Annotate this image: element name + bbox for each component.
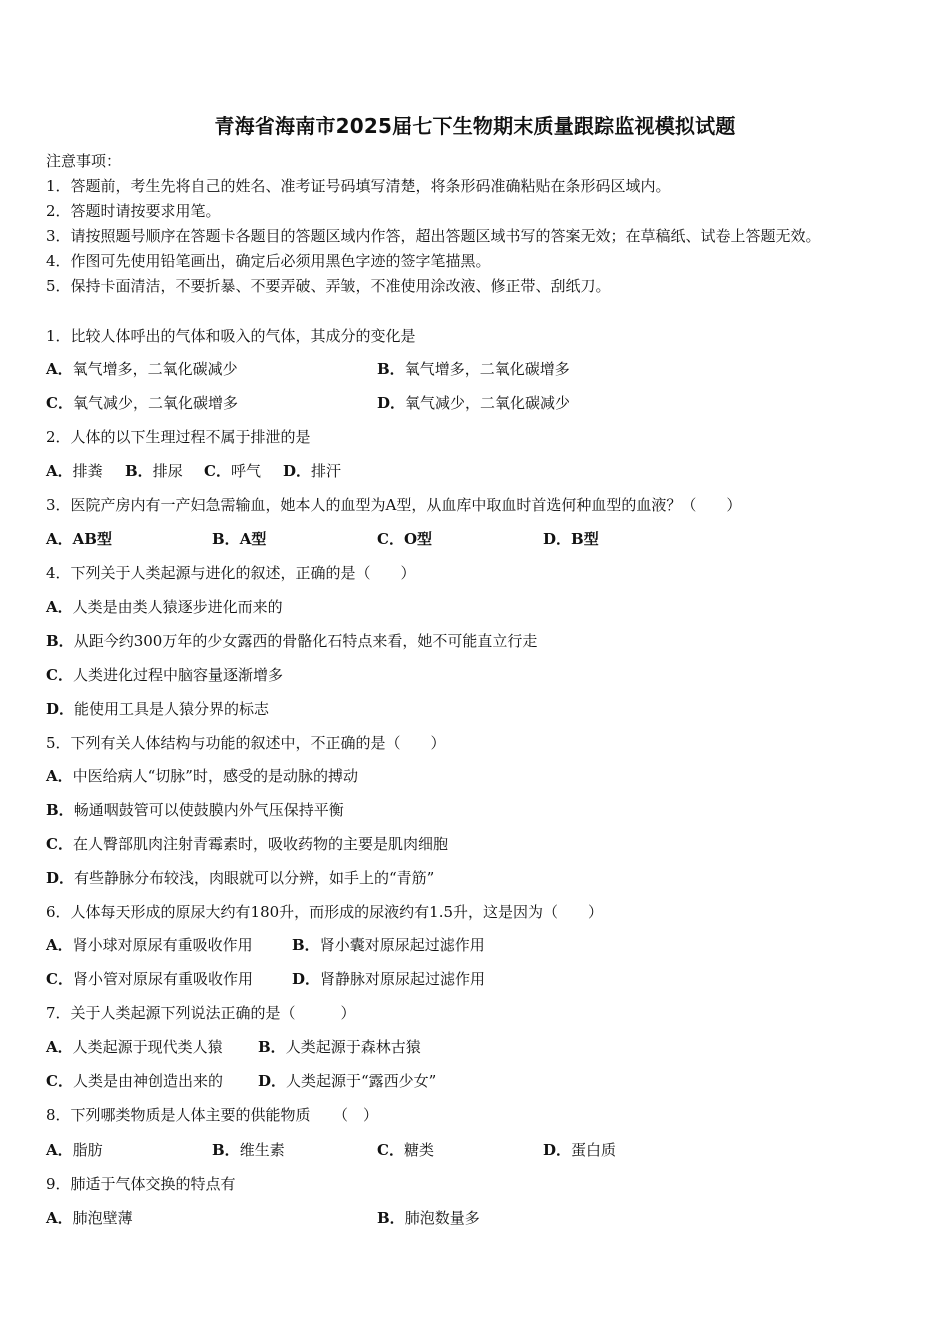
question-2-option-c xyxy=(204,461,261,481)
option-label: B． xyxy=(46,632,74,650)
notice-item: 5．保持卡面清洁，不要折暴、不要弄破、弄皱，不准使用涂改液、修正带、刮纸刀。 xyxy=(46,277,611,295)
option-text: 排汗 xyxy=(311,462,342,480)
option-text: 糖类 xyxy=(403,1141,434,1159)
option-label: C． xyxy=(46,1072,73,1090)
option-text: 在人臀部肌肉注射青霉素时，吸收药物的主要是肌肉细胞 xyxy=(72,835,448,853)
option-text: 肺泡壁薄 xyxy=(72,1209,133,1227)
option-label: D． xyxy=(46,700,75,718)
option-text: 中医给病人“切脉”时，感受的是动脉的搏动 xyxy=(72,767,358,785)
option-text: 氧气减少，二氧化碳减少 xyxy=(405,394,571,412)
notice-header: 注意事项： xyxy=(46,152,122,170)
option-label: D． xyxy=(377,394,406,412)
question-6-stem: 6．人体每天形成的原尿大约有180升，而形成的尿液约有1.5升，这是因为（ ） xyxy=(46,903,604,921)
page-title: 青海省海南市2025届七下生物期末质量跟踪监视模拟试题 xyxy=(214,114,736,138)
option-text: 肾小球对原尿有重吸收作用 xyxy=(72,936,253,954)
notice-item: 3．请按照题号顺序在答题卡各题目的答题区域内作答，超出答题区域书写的答案无效；在草稿纸、试卷上答题无效。 xyxy=(46,227,821,245)
notice-item: 4．作图可先使用铅笔画出，确定后必须用黑色字迹的签字笔描黑。 xyxy=(46,252,491,270)
option-label: C． xyxy=(46,835,73,853)
question-4-option-a xyxy=(46,597,283,617)
option-text: 氧气增多，二氧化碳增多 xyxy=(404,360,570,378)
notice-item: 2．答题时请按要求用笔。 xyxy=(46,202,221,220)
option-label: D． xyxy=(283,462,312,480)
option-text: 肺泡数量多 xyxy=(404,1209,480,1227)
option-label: B． xyxy=(212,530,240,548)
option-text: 人类起源于“露西少女” xyxy=(286,1072,437,1090)
option-label: A． xyxy=(46,1209,73,1227)
question-8-option-b xyxy=(212,1140,285,1160)
option-label: D． xyxy=(543,530,572,548)
option-label: C． xyxy=(377,530,404,548)
option-label: B． xyxy=(377,1209,405,1227)
question-5-option-b xyxy=(46,800,344,820)
question-7-option-b xyxy=(258,1037,421,1057)
question-3-option-c xyxy=(377,529,432,549)
question-3-option-a xyxy=(46,529,112,549)
question-6-option-c xyxy=(46,969,253,989)
option-text: AB型 xyxy=(72,530,112,548)
question-4-option-d xyxy=(46,699,269,719)
question-4-option-b xyxy=(46,631,537,651)
option-label: B． xyxy=(292,936,320,954)
option-label: D． xyxy=(258,1072,287,1090)
question-5-option-d xyxy=(46,868,434,888)
option-label: B． xyxy=(377,360,405,378)
question-9-option-b xyxy=(377,1208,480,1228)
option-text: 肾小囊对原尿起过滤作用 xyxy=(319,936,485,954)
question-7-option-c xyxy=(46,1071,223,1091)
option-text: 有些静脉分布较浅，肉眼就可以分辨，如手上的“青筋” xyxy=(74,869,435,887)
question-2-option-a xyxy=(46,461,103,481)
option-label: C． xyxy=(46,970,73,988)
option-label: A． xyxy=(46,767,73,785)
option-text: 畅通咽鼓管可以使鼓膜内外气压保持平衡 xyxy=(73,801,344,819)
question-8-stem: 8．下列哪类物质是人体主要的供能物质 （ ） xyxy=(46,1106,379,1124)
question-6-option-a xyxy=(46,935,253,955)
option-label: B． xyxy=(125,462,153,480)
option-text: 排尿 xyxy=(152,462,183,480)
question-1-option-b xyxy=(377,359,570,379)
option-label: C． xyxy=(46,394,73,412)
question-3-option-b xyxy=(212,529,266,549)
option-label: D． xyxy=(292,970,321,988)
option-label: A． xyxy=(46,598,73,616)
question-5-option-c xyxy=(46,834,448,854)
option-text: 氧气增多，二氧化碳减少 xyxy=(72,360,238,378)
question-4-option-c xyxy=(46,665,283,685)
question-7-stem: 7．关于人类起源下列说法正确的是（ ） xyxy=(46,1004,356,1022)
option-label: C． xyxy=(46,666,73,684)
option-label: B． xyxy=(46,801,74,819)
question-1-option-a xyxy=(46,359,238,379)
option-label: B． xyxy=(258,1038,286,1056)
question-1-stem: 1．比较人体呼出的气体和吸入的气体，其成分的变化是 xyxy=(46,327,416,345)
question-1-option-d xyxy=(377,393,570,413)
question-1-option-c xyxy=(46,393,238,413)
option-label: B． xyxy=(212,1141,240,1159)
question-5-option-a xyxy=(46,766,358,786)
question-2-option-b xyxy=(125,461,183,481)
option-label: C． xyxy=(204,462,231,480)
option-text: 肾小管对原尿有重吸收作用 xyxy=(72,970,253,988)
option-text: 人类起源于森林古猿 xyxy=(285,1038,421,1056)
question-8-option-a xyxy=(46,1140,103,1160)
question-6-option-d xyxy=(292,969,485,989)
option-text: 能使用工具是人猿分界的标志 xyxy=(74,700,270,718)
option-text: 人类是由类人猿逐步进化而来的 xyxy=(72,598,283,616)
question-7-option-d xyxy=(258,1071,436,1091)
option-text: 肾静脉对原尿起过滤作用 xyxy=(320,970,486,988)
question-4-stem: 4．下列关于人类起源与进化的叙述，正确的是（ ） xyxy=(46,564,416,582)
question-3-stem: 3．医院产房内有一产妇急需输血，她本人的血型为A型，从血库中取血时首选何种血型的血液？（ ） xyxy=(46,496,742,514)
option-label: D． xyxy=(46,869,75,887)
option-label: A． xyxy=(46,936,73,954)
option-label: A． xyxy=(46,1141,73,1159)
question-9-option-a xyxy=(46,1208,133,1228)
option-text: 氧气减少，二氧化碳增多 xyxy=(72,394,238,412)
question-6-option-b xyxy=(292,935,485,955)
option-text: 蛋白质 xyxy=(571,1141,617,1159)
question-8-option-c xyxy=(377,1140,434,1160)
option-label: A． xyxy=(46,462,73,480)
option-label: D． xyxy=(543,1141,572,1159)
option-text: 人类起源于现代类人猿 xyxy=(72,1038,223,1056)
option-text: 人类是由神创造出来的 xyxy=(72,1072,223,1090)
question-3-option-d xyxy=(543,529,599,549)
option-text: 脂肪 xyxy=(72,1141,103,1159)
option-text: O型 xyxy=(403,530,433,548)
question-9-stem: 9．肺适于气体交换的特点有 xyxy=(46,1175,236,1193)
question-5-stem: 5．下列有关人体结构与功能的叙述中，不正确的是（ ） xyxy=(46,734,446,752)
notice-item: 1．答题前，考生先将自己的姓名、准考证号码填写清楚，将条形码准确粘贴在条形码区域内。 xyxy=(46,177,671,195)
question-2-stem: 2．人体的以下生理过程不属于排泄的是 xyxy=(46,428,311,446)
option-label: A． xyxy=(46,360,73,378)
option-text: 呼气 xyxy=(230,462,261,480)
question-8-option-d xyxy=(543,1140,616,1160)
option-text: 维生素 xyxy=(239,1141,285,1159)
option-text: 人类进化过程中脑容量逐渐增多 xyxy=(72,666,283,684)
option-text: 排粪 xyxy=(72,462,103,480)
option-label: A． xyxy=(46,530,73,548)
question-2-option-d xyxy=(283,461,341,481)
option-text: A型 xyxy=(239,530,267,548)
option-text: B型 xyxy=(571,530,599,548)
option-label: C． xyxy=(377,1141,404,1159)
option-label: A． xyxy=(46,1038,73,1056)
option-text: 从距今约300万年的少女露西的骨骼化石特点来看，她不可能直立行走 xyxy=(73,632,538,650)
question-7-option-a xyxy=(46,1037,223,1057)
